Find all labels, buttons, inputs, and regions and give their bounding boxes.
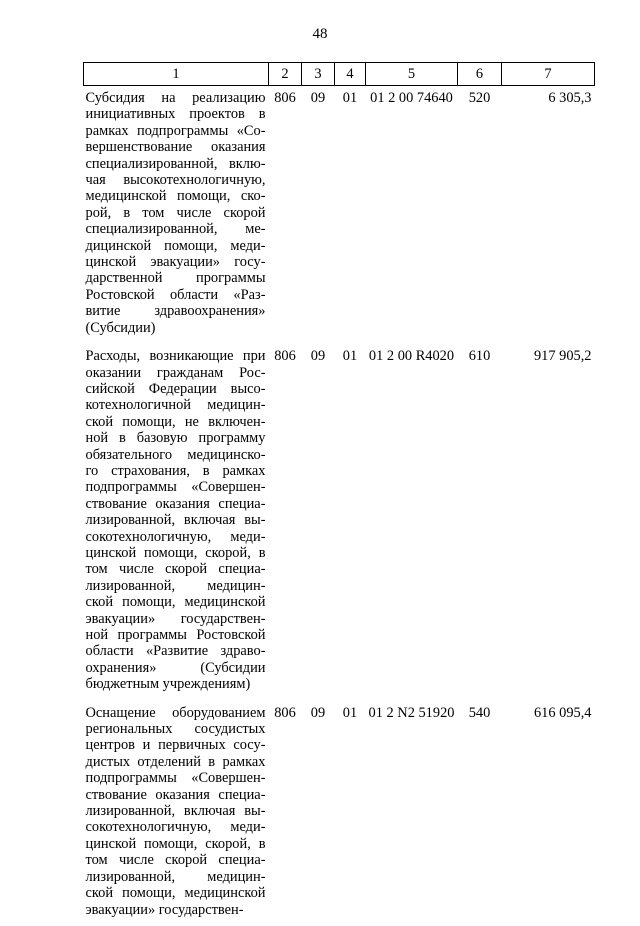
- description-line: Оснащение оборудованием: [85, 704, 266, 721]
- budget-table: [83, 62, 595, 926]
- description-line: ской помощи, медицинской: [85, 885, 266, 902]
- description-line: специализированной, вклю-: [85, 155, 266, 172]
- row-target-article: 01 2 N2 51920: [368, 704, 455, 721]
- description-line: дицинской помощи, меди-: [85, 237, 266, 254]
- row-expense-type: 610: [468, 348, 491, 365]
- table-row: [84, 701, 595, 926]
- description-line: подпрограммы «Совершен-: [85, 479, 266, 496]
- description-line: рой, в том числе скорой: [85, 204, 266, 221]
- description-line: эвакуации» государствен-: [85, 610, 266, 627]
- description-line: Расходы, возникающие при: [85, 348, 266, 365]
- description-line: котехнологичной медицин-: [85, 397, 266, 414]
- description-line: том числе скорой специа-: [85, 561, 266, 578]
- description-line: вершенствование оказания: [85, 139, 266, 156]
- description-line: оказании гражданам Рос-: [85, 364, 266, 381]
- description-line: ствование оказания специа-: [85, 786, 266, 803]
- page-number: 48: [312, 26, 328, 42]
- description-line: подпрограммы «Совершен-: [85, 770, 266, 787]
- row-ministry-code: 806: [274, 90, 296, 106]
- header-col-3: 3: [302, 63, 335, 86]
- description-line: рамках подпрограммы «Со-: [85, 122, 266, 139]
- description-line: чая высокотехнологичную,: [85, 172, 266, 189]
- description-line: инициативных проектов в: [85, 106, 266, 123]
- header-col-1: 1: [84, 63, 269, 86]
- description-line: медицинской помощи, ско-: [85, 188, 266, 205]
- description-line: центров и первичных сосу-: [85, 737, 266, 754]
- description-line: ствование оказания специа-: [85, 495, 266, 512]
- header-row: [84, 63, 595, 86]
- description-line: дистых отделений в рамках: [85, 753, 266, 770]
- description-line: цинской помощи, скорой, в: [85, 835, 266, 852]
- description-line: эвакуации» государствен-: [85, 901, 244, 918]
- description-line: сийской Федерации высо-: [85, 380, 266, 397]
- row-section-code: 09: [310, 704, 326, 721]
- description-line: области «Развитие здраво-: [85, 643, 266, 660]
- row-amount: 6 305,3: [548, 90, 592, 106]
- row-description: [84, 701, 269, 926]
- description-line: цинской помощи, скорой, в: [85, 544, 266, 561]
- description-line: Субсидия на реализацию: [85, 90, 266, 106]
- description-line: бюджетным учреждениям): [85, 676, 251, 693]
- header-col-7: 7: [502, 63, 595, 86]
- row-subsection-code: 01: [342, 704, 358, 721]
- row-amount: 917 905,2: [533, 348, 592, 365]
- row-amount: 616 095,4: [533, 704, 592, 721]
- description-line: витие здравоохранения»: [85, 303, 266, 320]
- description-line: сокотехнологичную, меди-: [85, 528, 266, 545]
- table-row: [84, 86, 595, 345]
- header-col-5: 5: [366, 63, 458, 86]
- description-line: обязательного медицинско-: [85, 446, 266, 463]
- row-description: [84, 344, 269, 701]
- header-col-6: 6: [458, 63, 502, 86]
- header-col-4: 4: [335, 63, 366, 86]
- row-target-article: 01 2 00 74640: [370, 90, 453, 106]
- description-line: ской помощи, медицинской: [85, 594, 266, 611]
- description-line: го страхования, в рамках: [85, 462, 266, 479]
- row-expense-type: 540: [468, 704, 491, 721]
- description-line: лизированной, медицин-: [85, 868, 266, 885]
- row-target-article: 01 2 00 R4020: [368, 348, 455, 365]
- row-subsection-code: 01: [342, 90, 358, 106]
- description-line: сокотехнологичную, меди-: [85, 819, 266, 836]
- description-line: ной в базовую программу: [85, 430, 266, 447]
- row-subsection-code: 01: [342, 348, 358, 365]
- description-line: региональных сосудистых: [85, 721, 266, 738]
- description-line: охранения» (Субсидии: [85, 659, 266, 676]
- row-ministry-code: 806: [274, 348, 296, 365]
- description-line: лизированной, медицин-: [85, 577, 266, 594]
- description-line: ной программы Ростовской: [85, 627, 266, 643]
- row-description: [84, 86, 269, 345]
- description-line: лизированной, включая вы-: [85, 803, 266, 820]
- description-line: (Субсидии): [85, 319, 156, 336]
- row-section-code: 09: [310, 348, 326, 365]
- description-line: дарственной программы: [85, 270, 266, 287]
- row-section-code: 09: [310, 90, 326, 106]
- header-col-2: 2: [269, 63, 302, 86]
- row-expense-type: 520: [468, 90, 491, 106]
- description-line: ской помощи, не включен-: [85, 413, 266, 430]
- description-line: специализированной, ме-: [85, 221, 266, 238]
- description-line: том числе скорой специа-: [85, 852, 266, 869]
- description-line: лизированной, включая вы-: [85, 512, 266, 529]
- description-line: цинской эвакуации» госу-: [85, 254, 266, 271]
- row-ministry-code: 806: [274, 704, 296, 721]
- table-row: [84, 344, 595, 701]
- description-line: Ростовской области «Раз-: [85, 286, 266, 303]
